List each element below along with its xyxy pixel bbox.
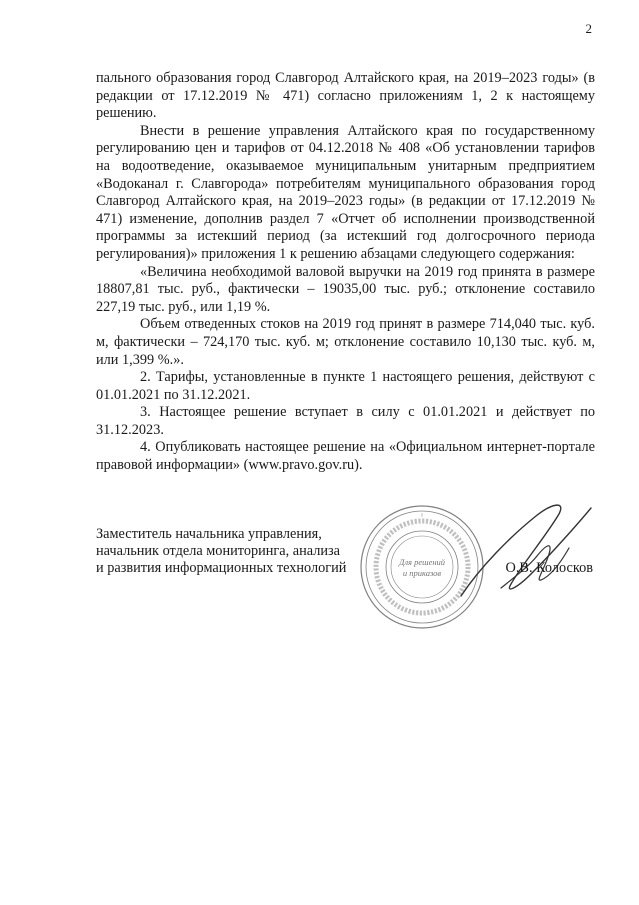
stamp-inner-text: Для решений: [398, 557, 446, 567]
handwritten-signature: [441, 496, 611, 616]
paragraph-volume: Объем отведенных стоков на 2019 год принят в размере 714,040 тыс. куб. м, фактически – 724,170 тыс. куб. м; отклонение составило 10,130 тыс. куб. м, или 1,399 %.».: [96, 316, 595, 368]
page-number: 2: [585, 21, 592, 36]
paragraph-continuation: пального образования город Славгород Алтайского края, на 2019–2023 годы» (в редакции от 17.12.2019 № 471) согласно приложениям 1, 2 к настоящему решению.: [96, 70, 595, 122]
signer-title-line: Заместитель начальника управления,: [96, 526, 322, 542]
signer-name: О.В. Колосков: [505, 560, 593, 576]
stamp-inner-text: и приказов: [402, 568, 442, 578]
paragraph-item-4: 4. Опубликовать настоящее решение на «Официальном интернет-портале правовой информации» (www.pravo.gov.ru).: [96, 439, 595, 474]
document-body: [96, 70, 595, 475]
paragraph-item-2: 2. Тарифы, установленные в пункте 1 настоящего решения, действуют с 01.01.2021 по 31.12.2021.: [96, 369, 595, 403]
paragraph-item-3: 3. Настоящее решение вступает в силу с 01.01.2021 и действует по 31.12.2023.: [96, 404, 595, 438]
paragraph-amendment: Внести в решение управления Алтайского края по государственному регулированию цен и тарифов от 04.12.2018 № 408 «Об установлении тарифов на водоотведение, оказываемое муниципальным унитарным предприятием «Водоканал г. Славгорода» потребителям муниципального образования город Славгород Алтайского края, на 2019–2023 годы» (в редакции от 17.12.2019 № 471) изменение, дополнив раздел 7 «Отчет об исполнении производственной программы за истекший период (за истекший год долгосрочного периода регулирования)» приложения 1 к решению абзацами следующего содержания:: [96, 122, 595, 262]
paragraph-revenue: «Величина необходимой валовой выручки на 2019 год принята в размере 18807,81 тыс. руб., фактически – 19035,00 тыс. руб.; отклонение составило 227,19 тыс. руб., или 1,19 %.: [96, 263, 595, 315]
signer-title-line: начальник отдела мониторинга, анализа: [96, 543, 341, 559]
signature-block: [96, 526, 595, 577]
signer-title-line: и развития информационных технологий: [96, 560, 347, 576]
